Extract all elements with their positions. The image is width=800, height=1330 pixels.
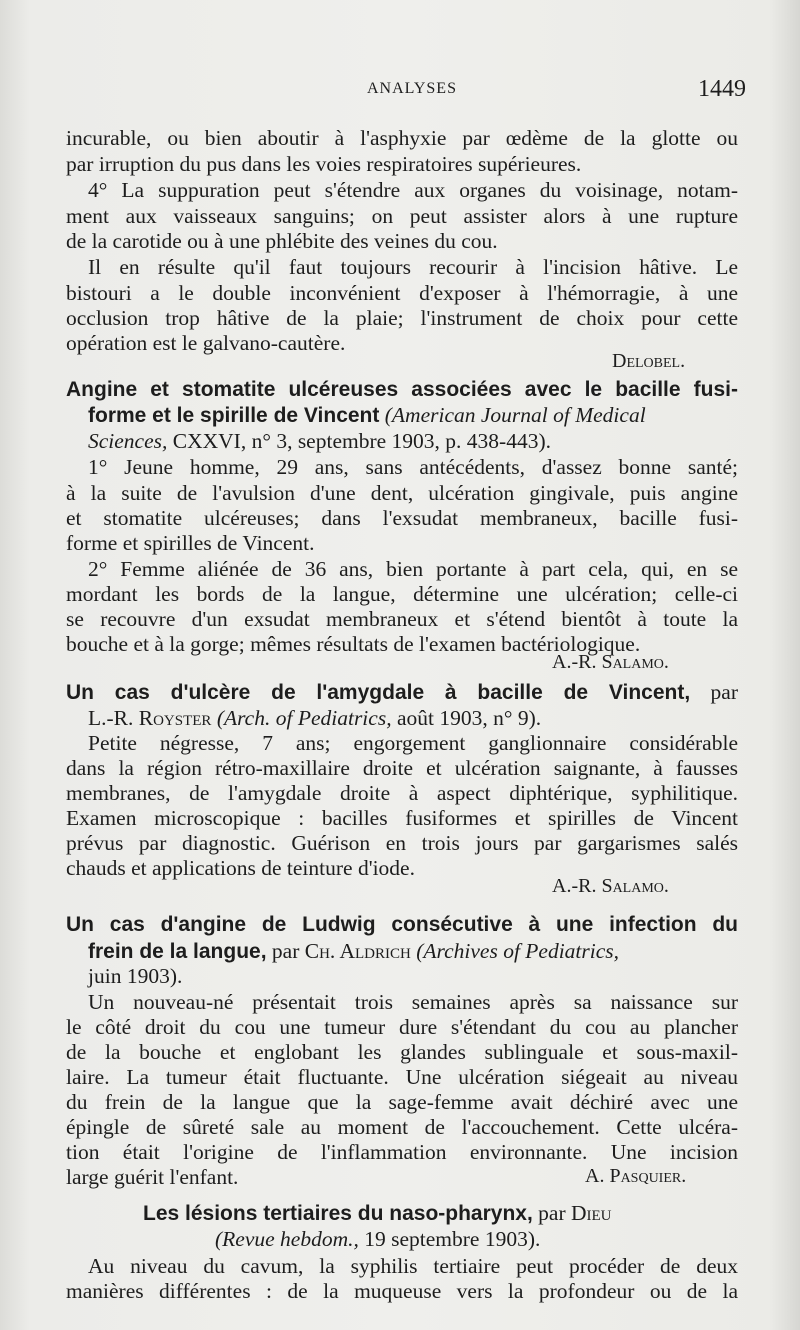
text-line: chauds et applications de teinture d'iode. [66, 856, 415, 880]
text-line: Petite négresse, 7 ans; engorgement ganglionnaire considérable [88, 731, 738, 755]
text-line: juin 1903). [88, 964, 183, 988]
text-line [215, 1227, 540, 1252]
byline: par [532, 1201, 571, 1225]
text-line: 1° Jeune homme, 29 ans, sans antécédents, d'assez bonne santé; [88, 455, 738, 479]
text-line [88, 705, 738, 731]
author-signature: Delobel. [612, 350, 686, 372]
text-line: occlusion trop hâtive de la plaie; l'instrument de choix pour cette [66, 306, 738, 330]
article-title: Angine et stomatite ulcéreuses associées avec le bacille fusi- [66, 378, 738, 401]
text-line: manières différentes : de la muqueuse vers la profondeur ou de la [66, 1279, 738, 1303]
citation-details: 19 septembre 1903). [358, 1227, 541, 1251]
text-line: Un nouveau-né présentait trois semaines après sa naissance sur [88, 990, 738, 1014]
text-line: large guérit l'enfant. [66, 1165, 239, 1189]
citation-journal: (Revue hebdom., [215, 1227, 359, 1251]
text-line: de la bouche et englobant les glandes sublinguale et sous-maxil- [66, 1040, 738, 1064]
author-signature: A. Pasquier. [585, 1165, 687, 1187]
citation-journal: (Arch. of Pediatrics, [216, 706, 392, 730]
text-line: bouche et à la gorge; mêmes résultats de l'examen bactériologique. [66, 632, 641, 656]
text-line: incurable, ou bien aboutir à l'asphyxie par œdème de la glotte ou [66, 126, 738, 150]
citation-journal: Sciences, [88, 429, 168, 453]
citation-journal: (American Journal of Medical [384, 403, 646, 427]
text-line: tion était l'origine de l'inflammation environnante. Une incision [66, 1140, 738, 1164]
running-title: ANALYSES [367, 80, 457, 97]
author-name: Dieu [571, 1201, 612, 1225]
text-line [88, 428, 738, 454]
page-number: 1449 [698, 76, 746, 102]
text-line: Au niveau du cavum, la syphilis tertiaire peut procéder de deux [88, 1254, 738, 1278]
byline: par [690, 680, 738, 704]
citation-details: CXXVI, n° 3, septembre 1903, p. 438-443). [167, 429, 551, 453]
text-line [88, 402, 738, 429]
text-line: 2° Femme aliénée de 36 ans, bien portante à part cela, qui, en se [88, 557, 738, 581]
text-line: membranes, de l'amygdale droite à aspect diphtérique, syphilitique. [66, 781, 738, 805]
article-title: forme et le spirille de Vincent [88, 404, 380, 427]
article-title: Un cas d'ulcère de l'amygdale à bacille de Vincent, [66, 681, 691, 704]
article-title: Les lésions tertiaires du naso-pharynx, [143, 1202, 533, 1225]
text-line: ment aux vaisseaux sanguins; on peut assister alors à une rupture [66, 204, 738, 228]
text-line: Examen microscopique : bacilles fusiformes et spirilles de Vincent [66, 806, 738, 830]
author-signature: A.-R. Salamo. [552, 875, 669, 897]
citation-details: août 1903, n° 9). [391, 706, 542, 730]
text-line: mordant les bords de la langue, détermine une ulcération; celle-ci [66, 582, 738, 606]
text-line: par irruption du pus dans les voies respiratoires supérieures. [66, 152, 582, 176]
author-name: Ch. Aldrich [304, 939, 411, 963]
text-line: et stomatite ulcéreuses; dans l'exsudat membraneux, bacille fusi- [66, 506, 738, 530]
text-line: laire. La tumeur était fluctuante. Une ulcération siégeait au niveau [66, 1065, 738, 1089]
author-name: L.-R. Royster [88, 706, 212, 730]
text-line: 4° La suppuration peut s'étendre aux organes du voisinage, notam- [88, 178, 738, 202]
text-line: de la carotide ou à une phlébite des veines du cou. [66, 229, 498, 253]
text-line: à la suite de l'avulsion d'une dent, ulcération gingivale, puis angine [66, 481, 738, 505]
text-line: épingle de sûreté sale au moment de l'accouchement. Cette ulcéra- [66, 1115, 738, 1139]
text-line: dans la région rétro-maxillaire droite et ulcération saignante, à fausses [66, 756, 738, 780]
article-title: Un cas d'angine de Ludwig consécutive à une infection du [66, 913, 738, 936]
text-line [66, 679, 738, 706]
text-line [143, 1201, 612, 1226]
text-line: Il en résulte qu'il faut toujours recourir à l'incision hâtive. Le [88, 255, 738, 279]
text-line: prévus par diagnostic. Guérison en trois jours par gargarismes salés [66, 831, 738, 855]
text-line: du frein de la langue que la sage-femme avait déchiré avec une [66, 1090, 738, 1114]
text-line: se recouvre d'un exsudat membraneux et s'étend bientôt à toute la [66, 607, 738, 631]
article-title: frein de la langue, [88, 940, 267, 963]
citation-journal: (Archives of Pediatrics, [416, 939, 620, 963]
text-line: bistouri a le double inconvénient d'exposer à l'hémorragie, à une [66, 281, 738, 305]
text-line: opération est le galvano-cautère. [66, 331, 346, 355]
text-line [88, 938, 738, 965]
text-line: forme et spirilles de Vincent. [66, 531, 315, 555]
author-signature: A.-R. Salamo. [552, 651, 669, 673]
text-line: le côté droit du cou une tumeur dure s'étendant du cou au plancher [66, 1015, 738, 1039]
byline: par [266, 939, 305, 963]
